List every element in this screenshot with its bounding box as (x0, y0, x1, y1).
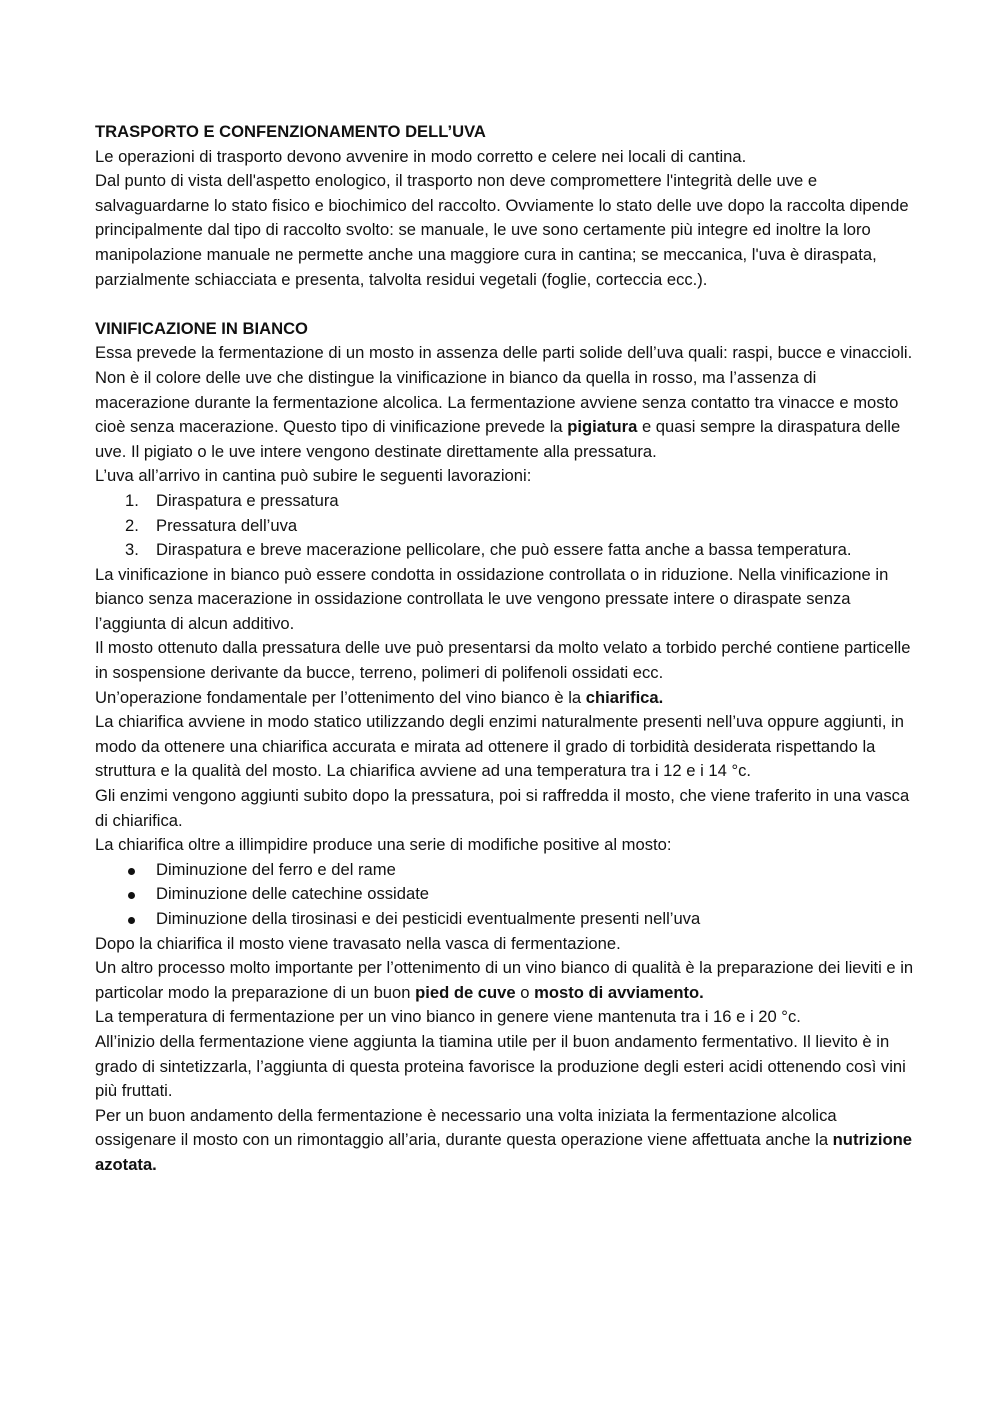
paragraph: Il mosto ottenuto dalla pressatura delle uve può presentarsi da molto velato a torbido perché contiene particelle in sospensione derivante da bucce, terreno, polimeri di polifenoli ossidati ecc. (95, 638, 911, 683)
paragraph: La chiarifica oltre a illimpidire produce una serie di modifiche positive al mosto: (95, 835, 672, 855)
list-number: 3. (125, 540, 139, 560)
list-number: 2. (125, 515, 139, 535)
text: o (515, 982, 535, 1002)
text: e quasi sempre la diraspatura delle uve. Il pigiato o le uve intere vengono destinate direttamente alla pressatura. (95, 417, 901, 461)
paragraph (95, 1104, 915, 1178)
list-item (95, 858, 915, 883)
paragraph: La chiarifica avviene in modo statico utilizzando degli enzimi naturalmente presenti nell’uva oppure aggiunti, in modo da ottenere una chiarifica accurata e mirata ad ottenere il grado di torbidità desiderata rispettando la struttura e la qualità del mosto. La chiarifica avviene ad una temperatura tra i 12 e i 14 °c. (95, 712, 904, 781)
section-title-trasporto: TRASPORTO E CONFENZIONAMENTO DELL’UVA (95, 122, 486, 141)
text: Un altro processo molto importante per l’ottenimento di un vino bianco di qualità è la preparazione dei lieviti e in particolar modo la preparazione di un buon (95, 958, 914, 1002)
list-item-text: Diraspatura e breve macerazione pellicolare, che può essere fatta anche a bassa temperatura. (156, 540, 852, 560)
list-item (95, 907, 915, 932)
text: Essa prevede la fermentazione di un mosto in assenza delle parti solide dell’uva quali: raspi, bucce e vinaccioli. Non è il colore delle uve che distingue la vinificazione in bianco da quella in rosso, ma l’assenza di macerazione durante la fermentazione alcolica. La fermentazione avviene senza contatto tra vinacce e mosto cioè senza macerazione. Questo tipo di vinificazione prevede la (95, 343, 913, 437)
text: Per un buon andamento della fermentazione è necessario una volta iniziata la fermentazione alcolica ossigenare il mosto con un rimontaggio all’aria, durante questa operazione viene affettuata anche la (95, 1105, 837, 1150)
spacer (95, 292, 915, 317)
bold-term: nutrizione azotata. (95, 1130, 912, 1174)
bold-term: pied de cuve (415, 982, 516, 1002)
text: Un’operazione fondamentale per l’ottenimento del vino bianco è la (95, 687, 586, 707)
list-item-text: Diminuzione delle catechine ossidate (156, 884, 430, 904)
list-item-text: Pressatura dell’uva (156, 515, 298, 535)
list-item (95, 489, 915, 514)
list-item-text: Diminuzione del ferro e del rame (156, 859, 396, 879)
paragraph: La temperatura di fermentazione per un vino bianco in genere viene mantenuta tra i 16 e i 20 °c. (95, 1007, 801, 1027)
list-item (95, 882, 915, 907)
paragraph: Dopo la chiarifica il mosto viene travasato nella vasca di fermentazione. (95, 933, 621, 953)
bold-term: pigiatura (567, 417, 638, 437)
paragraph: All’inizio della fermentazione viene aggiunta la tiamina utile per il buon andamento fermentativo. Il lievito è in grado di sintetizzarla, l’aggiunta di questa proteina favorisce la produzione degli esteri acidi ottenendo così vini più fruttati. (95, 1031, 906, 1101)
numbered-list (95, 489, 915, 563)
bullet-icon (128, 892, 135, 899)
paragraph: Gli enzimi vengono aggiunti subito dopo la pressatura, poi si raffredda il mosto, che viene traferito in una vasca di chiarifica. (95, 786, 910, 830)
document-page (95, 120, 915, 1178)
bullet-list (95, 858, 915, 932)
paragraph (95, 341, 915, 464)
paragraph (95, 956, 915, 1005)
list-number: 1. (125, 490, 139, 510)
bold-term: chiarifica. (585, 687, 664, 707)
list-item (95, 538, 915, 563)
paragraph: L’uva all’arrivo in cantina può subire le seguenti lavorazioni: (95, 466, 532, 486)
paragraph: La vinificazione in bianco può essere condotta in ossidazione controllata o in riduzione. Nella vinificazione in bianco senza macerazione in ossidazione controllata le uve vengono pressate intere o diraspate senza l’aggiunta di alcun additivo. (95, 564, 889, 633)
list-item (95, 514, 915, 539)
section-title-vinificazione: VINIFICAZIONE IN BIANCO (95, 318, 308, 338)
bold-term: mosto di avviamento. (534, 982, 704, 1002)
bullet-icon (128, 868, 135, 875)
paragraph: Dal punto di vista dell'aspetto enologico, il trasporto non deve compromettere l'integrità delle uve e salvaguardarne lo stato fisico e biochimico del raccolto. Ovviamente lo stato delle uve dopo la raccolta dipende principalmente dal tipo di raccolto svolto: se manuale, le uve sono certamente più integre ed inoltre la loro manipolazione manuale ne permette anche una maggiore cura in cantina; se meccanica, l'uva è diraspata, parzialmente schiacciata e presenta, talvolta residui vegetali (foglie, corteccia ecc.). (95, 171, 909, 289)
list-item-text: Diminuzione della tirosinasi e dei pesticidi eventualmente presenti nell’uva (156, 909, 701, 928)
paragraph (95, 686, 915, 711)
paragraph: Le operazioni di trasporto devono avvenire in modo corretto e celere nei locali di cantina. (95, 146, 747, 166)
list-item-text: Diraspatura e pressatura (156, 490, 339, 510)
bullet-icon (128, 917, 135, 924)
